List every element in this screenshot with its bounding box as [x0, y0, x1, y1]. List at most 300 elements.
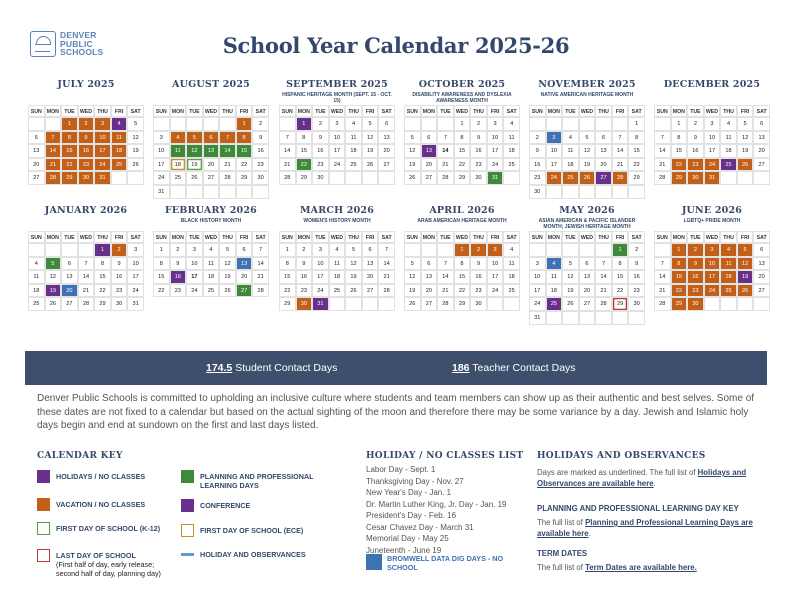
day-cell: 31	[127, 297, 144, 311]
month-grid	[153, 231, 269, 297]
empty-day-cell	[45, 243, 62, 257]
day-cell: 13	[579, 270, 596, 284]
day-cell: 30	[470, 297, 487, 311]
weekday-header: WED	[329, 105, 346, 117]
day-cell: 17	[704, 270, 721, 284]
day-cell: 14	[437, 144, 454, 158]
day-cell: 7	[654, 257, 671, 271]
month-subtitle	[654, 92, 770, 105]
day-cell: 19	[186, 158, 203, 172]
day-cell: 27	[579, 297, 596, 311]
day-cell: 24	[94, 158, 111, 172]
day-cell: 27	[203, 171, 220, 185]
day-cell: 18	[562, 158, 579, 172]
day-cell: 26	[579, 171, 596, 185]
day-cell: 9	[529, 144, 546, 158]
weekday-header: SUN	[529, 231, 546, 243]
weekday-header: MON	[671, 105, 688, 117]
day-cell: 16	[170, 270, 187, 284]
day-cell: 11	[329, 257, 346, 271]
day-cell: 5	[219, 243, 236, 257]
day-cell: 6	[236, 243, 253, 257]
day-cell: 1	[279, 243, 296, 257]
day-cell: 21	[378, 270, 395, 284]
day-cell: 4	[28, 257, 45, 271]
weekday-header: THU	[595, 105, 612, 117]
observance-underline-swatch	[181, 553, 194, 556]
empty-day-cell	[595, 185, 612, 199]
day-cell: 10	[94, 131, 111, 145]
day-cell: 2	[252, 117, 269, 131]
empty-day-cell	[404, 117, 421, 131]
day-cell: 15	[454, 144, 471, 158]
day-cell: 30	[252, 171, 269, 185]
day-cell: 20	[753, 144, 770, 158]
day-cell: 12	[737, 131, 754, 145]
day-cell: 11	[562, 144, 579, 158]
empty-day-cell	[487, 297, 504, 311]
empty-day-cell	[720, 297, 737, 311]
day-cell: 15	[671, 270, 688, 284]
day-cell: 25	[203, 284, 220, 298]
day-cell: 18	[345, 144, 362, 158]
day-cell: 18	[28, 284, 45, 298]
day-cell: 15	[296, 144, 313, 158]
term-dates-text: The full list of Term Dates are available here.	[537, 563, 697, 572]
day-cell: 22	[628, 158, 645, 172]
day-cell: 28	[252, 284, 269, 298]
day-cell: 10	[329, 131, 346, 145]
day-cell: 10	[127, 257, 144, 271]
day-cell: 9	[312, 131, 329, 145]
day-cell: 16	[111, 270, 128, 284]
day-cell: 18	[170, 158, 187, 172]
day-cell: 16	[470, 270, 487, 284]
day-cell: 15	[612, 270, 629, 284]
weekday-header: THU	[219, 231, 236, 243]
weekday-header: SAT	[378, 105, 395, 117]
day-cell: 22	[236, 158, 253, 172]
weekday-header: SAT	[503, 105, 520, 117]
empty-day-cell	[186, 185, 203, 199]
weekday-header: WED	[579, 231, 596, 243]
weekday-header: THU	[94, 105, 111, 117]
weekday-header: TUE	[437, 231, 454, 243]
day-cell: 4	[503, 243, 520, 257]
day-cell: 28	[654, 297, 671, 311]
day-cell: 10	[487, 131, 504, 145]
empty-day-cell	[404, 243, 421, 257]
day-cell: 20	[421, 158, 438, 172]
day-cell: 28	[378, 284, 395, 298]
weekday-header: WED	[579, 105, 596, 117]
day-cell: 18	[720, 270, 737, 284]
day-cell: 1	[671, 243, 688, 257]
month-subtitle: ASIAN AMERICAN & PACIFIC ISLANDER MONTH; JEWISH HERITAGE MONTH	[538, 218, 636, 230]
weekday-header: SUN	[404, 105, 421, 117]
day-cell: 7	[78, 257, 95, 271]
holiday-list-item: Juneteenth - June 19	[366, 545, 442, 555]
day-cell: 25	[170, 171, 187, 185]
month-grid	[654, 105, 770, 185]
day-cell: 11	[503, 131, 520, 145]
day-cell: 4	[503, 117, 520, 131]
holiday-list	[366, 464, 507, 556]
day-cell: 8	[612, 257, 629, 271]
weekday-header: WED	[203, 231, 220, 243]
weekday-header: TUE	[186, 105, 203, 117]
empty-day-cell	[654, 243, 671, 257]
day-cell: 21	[654, 158, 671, 172]
day-cell: 2	[470, 117, 487, 131]
day-cell: 27	[421, 297, 438, 311]
day-cell: 18	[503, 144, 520, 158]
month-calendar	[279, 79, 395, 185]
day-cell: 28	[612, 171, 629, 185]
day-cell: 13	[236, 257, 253, 271]
weekday-header: TUE	[312, 105, 329, 117]
day-cell: 12	[186, 144, 203, 158]
month-title: JUNE 2026	[681, 205, 743, 216]
day-cell: 13	[753, 131, 770, 145]
day-cell: 3	[704, 243, 721, 257]
empty-day-cell	[737, 171, 754, 185]
day-cell: 28	[437, 171, 454, 185]
first-day-k12-swatch	[37, 522, 50, 535]
empty-day-cell	[595, 117, 612, 131]
day-cell: 6	[421, 131, 438, 145]
day-cell: 20	[378, 144, 395, 158]
key-bromwell: BROMWELL DATA DIG DAYS - NO SCHOOL	[366, 554, 527, 572]
month-grid	[279, 105, 395, 185]
day-cell: 26	[45, 297, 62, 311]
day-cell: 14	[437, 270, 454, 284]
day-cell: 19	[579, 158, 596, 172]
day-cell: 16	[296, 270, 313, 284]
day-cell: 1	[153, 243, 170, 257]
day-cell: 6	[595, 131, 612, 145]
month-title: AUGUST 2025	[172, 79, 250, 90]
day-cell: 20	[61, 284, 78, 298]
weekday-header: THU	[470, 231, 487, 243]
day-cell: 30	[78, 171, 95, 185]
day-cell: 23	[687, 158, 704, 172]
day-cell: 19	[562, 284, 579, 298]
empty-day-cell	[170, 117, 187, 131]
day-cell: 13	[421, 144, 438, 158]
day-cell: 4	[170, 131, 187, 145]
student-contact-days: 174.5 Student Contact Days	[206, 362, 338, 374]
month-calendar	[404, 205, 520, 311]
month-title: FEBRUARY 2026	[164, 205, 257, 216]
day-cell: 17	[94, 144, 111, 158]
day-cell: 17	[329, 144, 346, 158]
empty-day-cell	[78, 243, 95, 257]
observances-title: HOLIDAYS AND OBSERVANCES	[537, 451, 706, 461]
empty-day-cell	[329, 297, 346, 311]
empty-day-cell	[654, 117, 671, 131]
day-cell: 8	[671, 257, 688, 271]
day-cell: 30	[470, 171, 487, 185]
day-cell: 29	[671, 171, 688, 185]
holiday-list-item: Cesar Chavez Day - March 31	[366, 522, 474, 532]
key-last-day: LAST DAY OF SCHOOL (First half of day, early release; second half of day, planning day)	[37, 549, 177, 578]
day-cell: 24	[186, 284, 203, 298]
day-cell: 26	[186, 171, 203, 185]
day-cell: 27	[378, 158, 395, 172]
empty-day-cell	[546, 311, 563, 325]
weekday-header: THU	[470, 105, 487, 117]
day-cell: 2	[470, 243, 487, 257]
month-title: NOVEMBER 2025	[538, 79, 636, 90]
day-cell: 3	[94, 117, 111, 131]
day-cell: 28	[219, 171, 236, 185]
month-title: JANUARY 2026	[44, 205, 128, 216]
day-cell: 20	[28, 158, 45, 172]
empty-day-cell	[345, 171, 362, 185]
empty-day-cell	[28, 243, 45, 257]
empty-day-cell	[378, 171, 395, 185]
day-cell: 17	[487, 270, 504, 284]
day-cell: 6	[753, 243, 770, 257]
weekday-header: MON	[671, 231, 688, 243]
day-cell: 26	[345, 284, 362, 298]
holiday-list-item: Labor Day - Sept. 1	[366, 465, 436, 474]
holiday-list-item: New Year's Day - Jan. 1	[366, 488, 452, 497]
key-planning: PLANNING AND PROFESSIONAL LEARNING DAYS	[181, 470, 331, 490]
day-cell: 2	[111, 243, 128, 257]
weekday-header: SAT	[753, 231, 770, 243]
empty-day-cell	[529, 243, 546, 257]
weekday-header: MON	[170, 231, 187, 243]
empty-day-cell	[219, 117, 236, 131]
month-grid	[529, 105, 645, 199]
empty-day-cell	[170, 185, 187, 199]
day-cell: 28	[595, 297, 612, 311]
day-cell: 2	[170, 243, 187, 257]
empty-day-cell	[28, 117, 45, 131]
day-cell: 5	[404, 131, 421, 145]
weekday-header: SUN	[153, 231, 170, 243]
empty-day-cell	[236, 185, 253, 199]
weekday-header: WED	[78, 231, 95, 243]
month-calendar	[28, 79, 144, 185]
day-cell: 12	[127, 131, 144, 145]
day-cell: 17	[487, 144, 504, 158]
weekday-header: THU	[595, 231, 612, 243]
weekday-header: SUN	[153, 105, 170, 117]
day-cell: 6	[28, 131, 45, 145]
day-cell: 16	[78, 144, 95, 158]
empty-day-cell	[252, 185, 269, 199]
empty-day-cell	[562, 243, 579, 257]
day-cell: 17	[127, 270, 144, 284]
day-cell: 5	[362, 117, 379, 131]
day-cell: 9	[252, 131, 269, 145]
day-cell: 14	[279, 144, 296, 158]
day-cell: 8	[279, 257, 296, 271]
day-cell: 1	[61, 117, 78, 131]
day-cell: 7	[437, 131, 454, 145]
day-cell: 21	[45, 158, 62, 172]
day-cell: 11	[28, 270, 45, 284]
day-cell: 9	[470, 131, 487, 145]
day-cell: 23	[78, 158, 95, 172]
weekday-header: THU	[219, 105, 236, 117]
day-cell: 3	[153, 131, 170, 145]
weekday-header: SUN	[279, 105, 296, 117]
day-cell: 5	[345, 243, 362, 257]
month-grid	[404, 105, 520, 185]
weekday-header: MON	[296, 105, 313, 117]
day-cell: 22	[279, 284, 296, 298]
empty-day-cell	[579, 185, 596, 199]
day-cell: 1	[454, 117, 471, 131]
day-cell: 24	[487, 158, 504, 172]
day-cell: 27	[753, 158, 770, 172]
day-cell: 13	[28, 144, 45, 158]
planning-link[interactable]: Planning and Professional Learning Days are available here	[537, 518, 753, 538]
day-cell: 20	[421, 284, 438, 298]
empty-day-cell	[279, 117, 296, 131]
weekday-header: MON	[546, 231, 563, 243]
holiday-list-item: President's Day - Feb. 16	[366, 511, 457, 520]
day-cell: 7	[378, 243, 395, 257]
day-cell: 16	[252, 144, 269, 158]
empty-day-cell	[437, 243, 454, 257]
day-cell: 8	[61, 131, 78, 145]
vacation-swatch	[37, 498, 50, 511]
day-cell: 29	[296, 171, 313, 185]
day-cell: 4	[546, 257, 563, 271]
month-calendar	[404, 79, 520, 185]
day-cell: 7	[612, 131, 629, 145]
month-subtitle: ARAB AMERICAN HERITAGE MONTH	[417, 218, 507, 224]
weekday-header: MON	[421, 105, 438, 117]
logo-text: DENVER PUBLIC SCHOOLS	[60, 30, 104, 58]
day-cell: 21	[279, 158, 296, 172]
day-cell: 25	[329, 284, 346, 298]
month-title: MAY 2026	[559, 205, 615, 216]
day-cell: 21	[437, 158, 454, 172]
day-cell: 10	[186, 257, 203, 271]
day-cell: 5	[737, 117, 754, 131]
empty-day-cell	[153, 117, 170, 131]
day-cell: 9	[78, 131, 95, 145]
calendar-key-title: CALENDAR KEY	[37, 451, 123, 461]
day-cell: 2	[687, 243, 704, 257]
key-conference: CONFERENCE	[181, 499, 250, 512]
day-cell: 29	[279, 297, 296, 311]
day-cell: 25	[503, 158, 520, 172]
day-cell: 6	[579, 257, 596, 271]
day-cell: 10	[529, 270, 546, 284]
weekday-header: MON	[45, 231, 62, 243]
day-cell: 21	[219, 158, 236, 172]
empty-day-cell	[612, 311, 629, 325]
day-cell: 12	[579, 144, 596, 158]
day-cell: 17	[153, 158, 170, 172]
day-cell: 24	[329, 158, 346, 172]
day-cell: 22	[671, 158, 688, 172]
day-cell: 4	[345, 117, 362, 131]
day-cell: 8	[296, 131, 313, 145]
day-cell: 23	[111, 284, 128, 298]
day-cell: 18	[329, 270, 346, 284]
day-cell: 16	[529, 158, 546, 172]
day-cell: 27	[753, 284, 770, 298]
day-cell: 18	[111, 144, 128, 158]
day-cell: 31	[529, 311, 546, 325]
day-cell: 5	[562, 257, 579, 271]
day-cell: 4	[720, 243, 737, 257]
day-cell: 13	[421, 270, 438, 284]
day-cell: 9	[170, 257, 187, 271]
day-cell: 23	[252, 158, 269, 172]
term-dates-link[interactable]: Term Dates are available here.	[585, 563, 697, 572]
day-cell: 11	[503, 257, 520, 271]
day-cell: 26	[562, 297, 579, 311]
day-cell: 26	[127, 158, 144, 172]
month-grid	[404, 231, 520, 311]
day-cell: 20	[203, 158, 220, 172]
day-cell: 9	[628, 257, 645, 271]
day-cell: 16	[687, 270, 704, 284]
weekday-header: SAT	[628, 105, 645, 117]
day-cell: 4	[203, 243, 220, 257]
day-cell: 6	[378, 117, 395, 131]
day-cell: 11	[345, 131, 362, 145]
day-cell: 24	[704, 158, 721, 172]
key-first-day-k12: FIRST DAY OF SCHOOL (K-12)	[37, 522, 160, 535]
contact-days-banner	[25, 351, 767, 385]
teacher-contact-days: 186 Teacher Contact Days	[452, 362, 576, 374]
day-cell: 23	[687, 284, 704, 298]
day-cell: 21	[437, 284, 454, 298]
month-title: OCTOBER 2025	[418, 79, 506, 90]
empty-day-cell	[628, 311, 645, 325]
empty-day-cell	[127, 171, 144, 185]
observances-link[interactable]: Holidays and Observances are available here	[537, 468, 747, 488]
day-cell: 1	[296, 117, 313, 131]
day-cell: 1	[671, 117, 688, 131]
day-cell: 14	[654, 144, 671, 158]
day-cell: 13	[203, 144, 220, 158]
day-cell: 18	[503, 270, 520, 284]
day-cell: 25	[345, 158, 362, 172]
weekday-header: MON	[421, 231, 438, 243]
day-cell: 31	[94, 171, 111, 185]
day-cell: 23	[529, 171, 546, 185]
key-vacation: VACATION / NO CLASSES	[37, 498, 145, 511]
weekday-header: TUE	[61, 105, 78, 117]
month-subtitle: DISABILITY AWARENESS AND DYSLEXIA AWARENESS MONTH	[412, 92, 512, 104]
day-cell: 2	[529, 131, 546, 145]
day-cell: 19	[737, 270, 754, 284]
day-cell: 29	[94, 297, 111, 311]
weekday-header: SAT	[127, 105, 144, 117]
day-cell: 15	[628, 144, 645, 158]
empty-day-cell	[753, 171, 770, 185]
weekday-header: WED	[78, 105, 95, 117]
bromwell-swatch	[366, 554, 382, 570]
key-observances: HOLIDAY AND OBSERVANCES	[181, 549, 306, 559]
month-grid	[279, 231, 395, 311]
month-calendar	[529, 79, 645, 199]
empty-day-cell	[362, 297, 379, 311]
day-cell: 1	[454, 243, 471, 257]
month-grid	[153, 105, 269, 199]
